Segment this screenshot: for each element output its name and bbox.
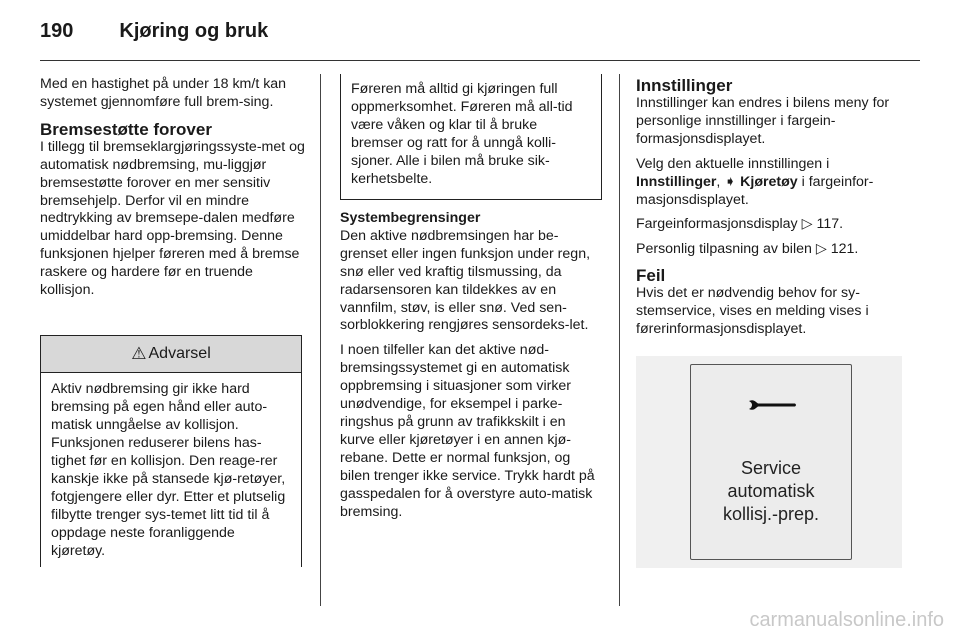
- settings-text-post: i fargeinfor-masjonsdisplayet.: [636, 173, 874, 208]
- warning-triangle-icon: ⚠: [131, 344, 147, 363]
- watermark: carmanualsonline.info: [749, 609, 944, 631]
- column-1: [40, 76, 310, 307]
- page-reference-arrow-icon: ▷: [815, 241, 827, 258]
- warning-title: Advarsel: [148, 345, 211, 362]
- menu-path-kjoretoy: Kjøretøy: [740, 173, 798, 190]
- note-text: Føreren må alltid gi kjøringen full oppmerksomhet. Føreren må all-tid være våken og klar til å bruke bremser og ratt for å unngå kolli-sjoner. Alle i bilen må bruke sik-kerhetsbelte.: [351, 81, 573, 187]
- menu-path-separator: ,: [716, 173, 725, 190]
- section-heading-innstillinger: Innstillinger: [636, 76, 733, 95]
- intro-paragraph: Med en hastighet på under 18 km/t kan systemet gjennomføre full brem-sing.: [40, 76, 287, 110]
- display-line-1: Service: [740, 458, 802, 478]
- settings-paragraph-2: [636, 156, 906, 210]
- display-screen: [690, 364, 852, 560]
- display-message: [691, 457, 851, 526]
- reference-page: 121.: [830, 241, 859, 258]
- wrench-icon: [747, 399, 797, 411]
- reference-personlig-tilpasning[interactable]: [636, 241, 906, 259]
- display-line-3: kollisj.-prep.: [722, 504, 820, 524]
- warning-box: [40, 335, 302, 567]
- limitations-paragraph-1: Den aktive nødbremsingen har be-grenset eller ingen funksjon under regn, snø eller ved kraftig tilsmussing, da radarsensoren kan tildekkes av en vannfilm, støv, is eller snø. Ved sen-sorblokkering rengjøres sensordeks-let.: [340, 227, 591, 334]
- page-header: [40, 20, 268, 50]
- settings-text-pre: Velg den aktuelle innstillingen i: [636, 155, 830, 172]
- settings-paragraph-1: Innstillinger kan endres i bilens meny for personlige innstillinger i fargein-formasjonsdisplayet.: [636, 95, 890, 147]
- page-title: Kjøring og bruk: [119, 20, 269, 42]
- warning-text: Aktiv nødbremsing gir ikke hard bremsing på egen hånd eller auto-matisk unngåelse av kollisjon. Funksjonen reduserer bilens has-tighet før en kollisjon. Den reage-rer kanskje ikke på stansede kjø-retøyer, fotgjengere eller dyr. Etter et plutselig filbytte trenger sys-temet litt tid til å oppdage neste foranliggende kjøretøy.: [51, 381, 286, 559]
- page-reference-arrow-icon: ▷: [801, 216, 813, 233]
- display-line-2: automatisk: [727, 481, 815, 501]
- limitations-paragraph-2: I noen tilfeller kan det aktive nød-bremsingssystemet gi en automatisk oppbremsing i situasjoner som virker unødvendige, for eksempel i parke-ringshus på grunn av trafikkskilt i en kurve eller kjøretøyer i en annen kjø-rebane. Dette er normal funksjon, og bilen trenger ikke service. Trykk hardt på gasspedalen for å overstyre auto-matisk bremsing.: [340, 342, 595, 520]
- system-limitations-section: [340, 210, 602, 528]
- bremsestotte-paragraph: I tillegg til bremseklargjøringssyste-met og automatisk nødbremsing, mu-liggjør bremsestøtte forover en mer sensitiv bremsehjelp. Derfor vil en mindre nedtrykking av bremsepe-dalen medføre umiddelbar hard opp-bremsing. Denne funksjonen hjelper føreren med å bremse raskere og hardere før en truende kollisjon.: [40, 138, 305, 299]
- section-heading-systembegrensinger: Systembegrensinger: [340, 210, 481, 226]
- header-rule: [40, 60, 920, 61]
- menu-path-innstillinger: Innstillinger: [636, 173, 717, 190]
- column-3: [636, 76, 906, 346]
- page-number: 190: [40, 20, 74, 42]
- reference-text: Fargeinformasjonsdisplay: [636, 216, 798, 233]
- reference-page: 117.: [816, 216, 844, 233]
- fault-paragraph: Hvis det er nødvendig behov for sy-stemservice, vises en melding vises i førerinformasjonsdisplayet.: [636, 285, 869, 338]
- reference-fargeinformasjonsdisplay[interactable]: [636, 216, 906, 234]
- reference-text: Personlig tilpasning av bilen: [636, 241, 812, 258]
- column-divider-2: [619, 74, 620, 606]
- driver-display-illustration: [636, 356, 902, 568]
- section-heading-feil: Feil: [636, 266, 666, 286]
- column-divider-1: [320, 74, 321, 606]
- menu-arrow-icon: ➧: [724, 173, 741, 190]
- warning-header: [41, 335, 301, 373]
- note-box: [340, 74, 602, 200]
- section-heading-bremsestotte: Bremsestøtte forover: [40, 119, 212, 139]
